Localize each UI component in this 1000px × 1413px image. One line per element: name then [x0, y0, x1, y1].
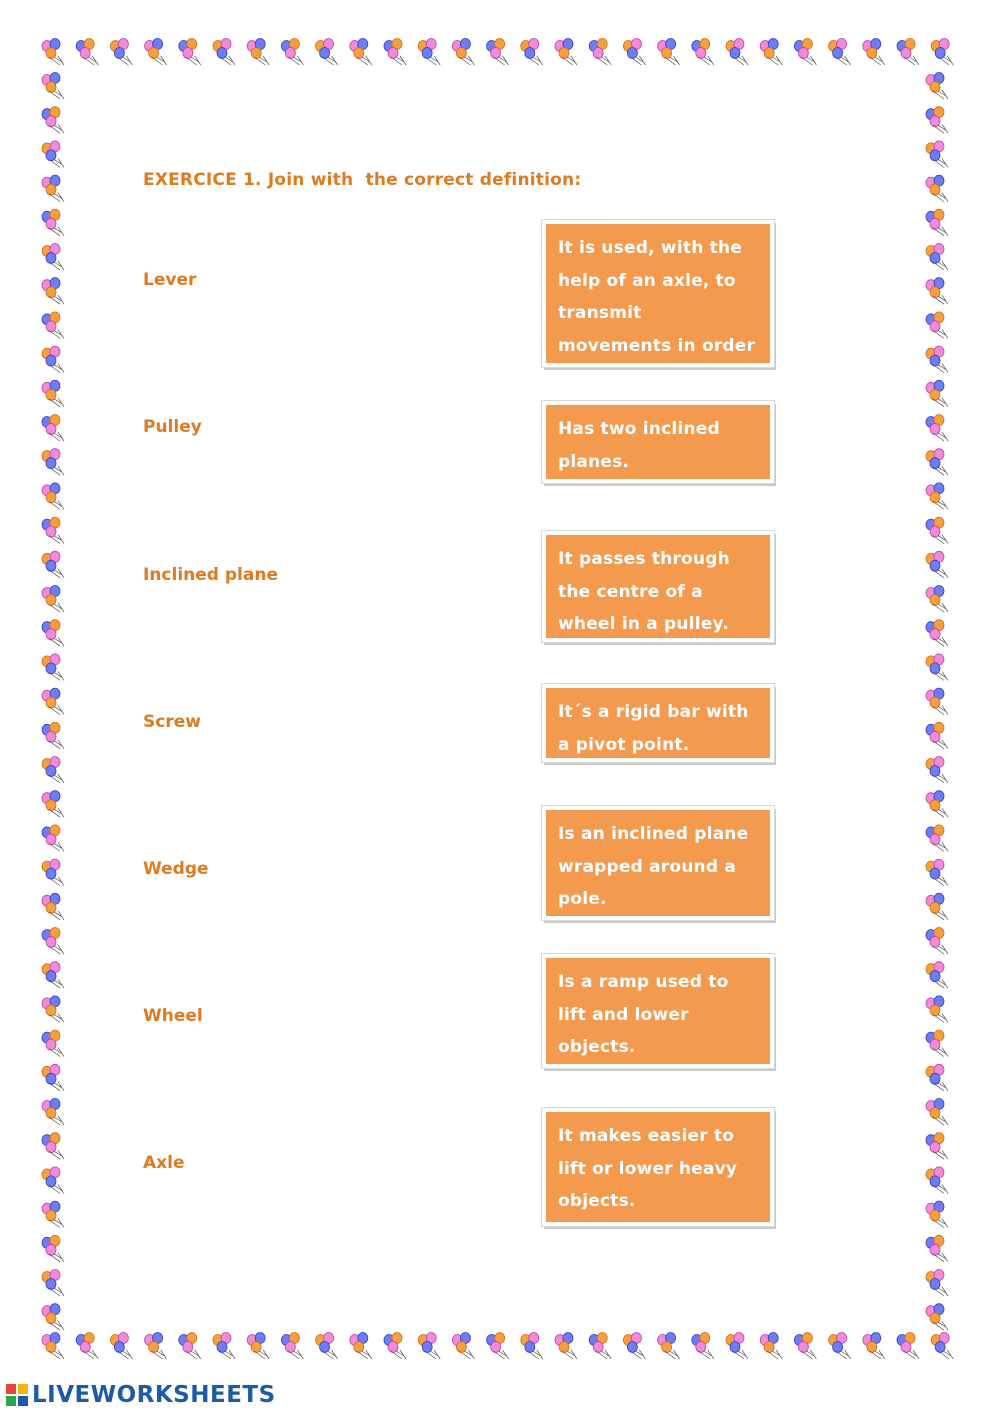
balloon-icon [179, 1333, 201, 1360]
balloon-icon [145, 39, 167, 66]
balloon-icon [42, 620, 64, 647]
balloon-icon [42, 1201, 64, 1228]
brand-name: LIVEWORKSHEETS [32, 1382, 276, 1408]
balloon-icon [384, 1333, 406, 1360]
definition-box-1[interactable]: It is used, with the help of an axle, to transmit movements in order to lift [542, 220, 774, 367]
balloon-icon [42, 1270, 64, 1297]
balloon-icon [926, 415, 948, 442]
balloon-icon [926, 825, 948, 852]
balloon-icon [926, 312, 948, 339]
balloon-icon [897, 39, 919, 66]
balloon-border-top [38, 36, 962, 76]
balloon-icon [76, 39, 98, 66]
balloon-icon [926, 1064, 948, 1091]
balloon-icon [42, 996, 64, 1023]
balloon-icon [521, 39, 543, 66]
balloon-icon [42, 1167, 64, 1194]
balloon-icon [247, 39, 269, 66]
term-screw[interactable]: Screw [143, 712, 201, 732]
balloon-icon [726, 39, 748, 66]
balloon-icon [926, 278, 948, 305]
balloon-icon [42, 517, 64, 544]
balloon-icon [42, 859, 64, 886]
balloon-icon [42, 380, 64, 407]
balloon-border-left [38, 70, 78, 1340]
balloon-icon [42, 1064, 64, 1091]
balloon-icon [42, 551, 64, 578]
balloon-icon [926, 996, 948, 1023]
balloon-icon [794, 39, 816, 66]
balloon-icon [926, 1270, 948, 1297]
balloon-icon [623, 39, 645, 66]
balloon-icon [658, 39, 680, 66]
balloon-icon [926, 107, 948, 134]
balloon-icon [692, 1333, 714, 1360]
balloon-icon [926, 346, 948, 373]
balloon-icon [926, 1030, 948, 1057]
balloon-icon [926, 620, 948, 647]
balloon-icon [589, 39, 611, 66]
balloon-icon [926, 1133, 948, 1160]
balloon-icon [926, 483, 948, 510]
balloon-icon [42, 722, 64, 749]
balloon-icon [926, 449, 948, 476]
balloon-icon [926, 517, 948, 544]
balloon-icon [658, 1333, 680, 1360]
term-inclined-plane[interactable]: Inclined plane [143, 565, 278, 585]
balloon-icon [726, 1333, 748, 1360]
balloon-icon [418, 39, 440, 66]
balloon-icon [926, 859, 948, 886]
balloon-icon [42, 209, 64, 236]
definition-box-7[interactable]: It makes easier to lift or lower heavy objects. [542, 1108, 774, 1226]
exercise-title: EXERCICE 1. Join with the correct definition: [143, 170, 582, 190]
balloon-icon [42, 962, 64, 989]
balloon-icon [897, 1333, 919, 1360]
balloon-icon [926, 1099, 948, 1126]
definition-box-2[interactable]: Has two inclined planes. [542, 401, 774, 483]
balloon-icon [76, 1333, 98, 1360]
balloon-icon [350, 1333, 372, 1360]
balloon-icon [863, 1333, 885, 1360]
balloon-icon [42, 688, 64, 715]
balloon-icon [926, 962, 948, 989]
balloon-icon [926, 722, 948, 749]
balloon-icon [145, 1333, 167, 1360]
balloon-icon [42, 346, 64, 373]
definition-box-3[interactable]: It passes through the centre of a wheel in a pulley. [542, 531, 774, 642]
liveworksheets-logo-icon [6, 1384, 28, 1406]
balloon-icon [42, 39, 64, 66]
balloon-icon [42, 107, 64, 134]
balloon-icon [926, 73, 948, 100]
balloon-icon [555, 1333, 577, 1360]
definition-box-6[interactable]: Is a ramp used to lift and lower objects. [542, 954, 774, 1068]
balloon-icon [487, 1333, 509, 1360]
balloon-icon [42, 244, 64, 271]
balloon-icon [926, 654, 948, 681]
balloon-border-right [922, 70, 962, 1340]
balloon-icon [281, 39, 303, 66]
balloon-icon [42, 1304, 64, 1331]
balloon-icon [926, 757, 948, 784]
balloon-icon [42, 586, 64, 613]
balloon-icon [110, 1333, 132, 1360]
definition-box-4[interactable]: It´s a rigid bar with a pivot point. [542, 684, 774, 762]
balloon-icon [926, 586, 948, 613]
balloon-icon [926, 380, 948, 407]
balloon-icon [452, 1333, 474, 1360]
balloon-icon [926, 791, 948, 818]
balloon-icon [623, 1333, 645, 1360]
balloon-icon [589, 1333, 611, 1360]
balloon-icon [42, 73, 64, 100]
balloon-icon [926, 928, 948, 955]
balloon-icon [829, 1333, 851, 1360]
balloon-icon [452, 39, 474, 66]
balloon-icon [926, 141, 948, 168]
balloon-icon [926, 1304, 948, 1331]
balloon-icon [760, 39, 782, 66]
term-lever[interactable]: Lever [143, 270, 197, 290]
balloon-icon [42, 1133, 64, 1160]
balloon-icon [42, 175, 64, 202]
balloon-icon [829, 39, 851, 66]
balloon-icon [42, 825, 64, 852]
balloon-icon [42, 893, 64, 920]
balloon-icon [931, 39, 953, 66]
balloon-icon [42, 312, 64, 339]
balloon-icon [794, 1333, 816, 1360]
balloon-icon [692, 39, 714, 66]
balloon-icon [555, 39, 577, 66]
balloon-icon [110, 39, 132, 66]
balloon-icon [42, 483, 64, 510]
balloon-icon [316, 1333, 338, 1360]
balloon-icon [42, 791, 64, 818]
balloon-icon [42, 449, 64, 476]
liveworksheets-logo[interactable] [6, 1380, 276, 1410]
balloon-icon [926, 1201, 948, 1228]
balloon-icon [42, 141, 64, 168]
balloon-icon [350, 39, 372, 66]
balloon-icon [316, 39, 338, 66]
balloon-icon [384, 39, 406, 66]
balloon-border-bottom [38, 1330, 962, 1370]
balloon-icon [863, 39, 885, 66]
balloon-icon [418, 1333, 440, 1360]
balloon-icon [487, 39, 509, 66]
balloon-icon [521, 1333, 543, 1360]
balloon-icon [926, 551, 948, 578]
balloon-icon [42, 757, 64, 784]
balloon-icon [281, 1333, 303, 1360]
balloon-icon [926, 244, 948, 271]
balloon-icon [213, 39, 235, 66]
term-wheel[interactable]: Wheel [143, 1006, 203, 1026]
balloon-icon [926, 209, 948, 236]
balloon-icon [760, 1333, 782, 1360]
balloon-icon [42, 1099, 64, 1126]
balloon-icon [179, 39, 201, 66]
balloon-icon [926, 1167, 948, 1194]
balloon-icon [926, 175, 948, 202]
balloon-icon [42, 415, 64, 442]
term-axle[interactable]: Axle [143, 1153, 185, 1173]
definition-box-5[interactable]: Is an inclined plane wrapped around a pole. [542, 806, 774, 920]
term-pulley[interactable]: Pulley [143, 417, 202, 437]
balloon-icon [42, 278, 64, 305]
term-wedge[interactable]: Wedge [143, 859, 209, 879]
balloon-icon [926, 1235, 948, 1262]
balloon-icon [247, 1333, 269, 1360]
balloon-icon [926, 688, 948, 715]
balloon-icon [42, 1235, 64, 1262]
balloon-icon [926, 893, 948, 920]
balloon-icon [213, 1333, 235, 1360]
balloon-icon [42, 654, 64, 681]
balloon-icon [42, 1030, 64, 1057]
balloon-icon [42, 928, 64, 955]
